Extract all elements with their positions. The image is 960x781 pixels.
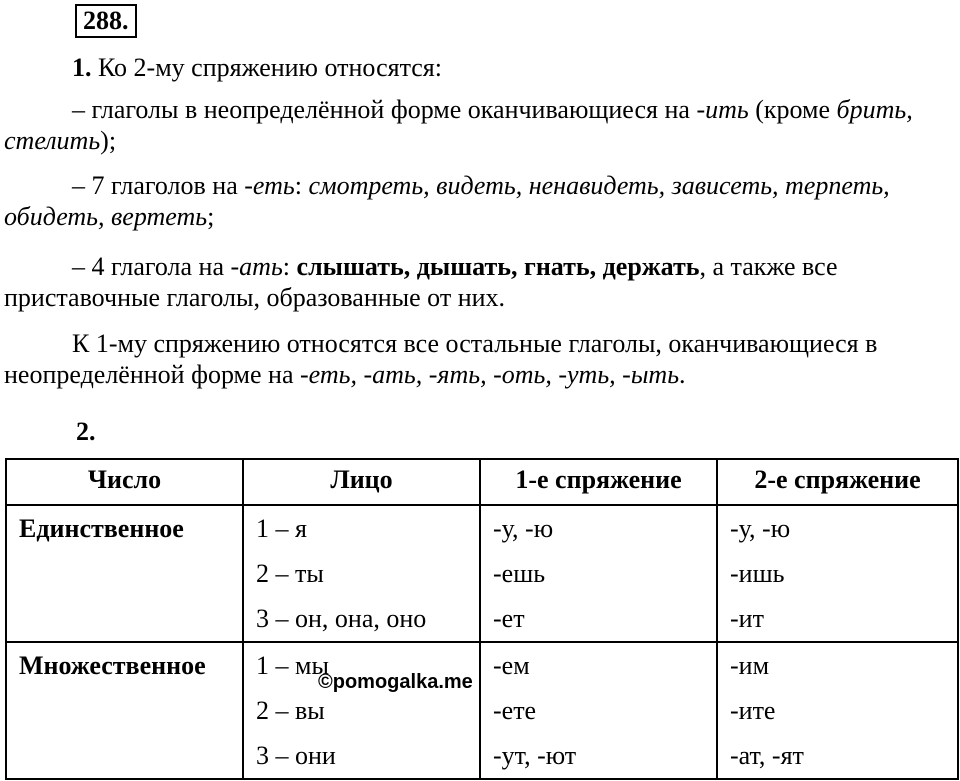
rule-conclusion-endings: -еть, -ать, -ять, -оть, -уть, -ыть bbox=[300, 360, 680, 389]
ending-value: -им bbox=[730, 651, 770, 680]
conj2-cell bbox=[717, 505, 958, 642]
person-cell bbox=[243, 505, 480, 642]
person-cell bbox=[243, 642, 480, 779]
ending-value: -ете bbox=[493, 696, 537, 725]
table-row bbox=[6, 505, 958, 642]
rule-item-2-prefix: – 7 глаголов на bbox=[72, 171, 245, 200]
person-value: 1 – я bbox=[256, 514, 307, 543]
person-value: 3 – он, она, оно bbox=[256, 604, 427, 633]
section1-label: 1. bbox=[72, 53, 92, 82]
rule-item-2-colon: : bbox=[294, 171, 309, 200]
ending-value: -у, -ю bbox=[493, 514, 554, 543]
rule-item-1-end: ); bbox=[100, 126, 117, 155]
header-conj1: 1-е спряжение bbox=[480, 459, 717, 505]
rule-item-1-mid: (кроме bbox=[748, 95, 837, 124]
conjugation-table bbox=[5, 458, 959, 780]
rule-item-1 bbox=[4, 94, 949, 156]
rule-item-3-ending: -ать bbox=[230, 252, 283, 281]
ending-value: -ат, -ят bbox=[730, 741, 804, 770]
rule-item-3 bbox=[4, 251, 949, 313]
header-number: Число bbox=[6, 459, 243, 505]
number-label: Единственное bbox=[19, 514, 184, 543]
rule-item-2-verbs: смотреть, видеть, ненавидеть, зависеть, терпеть, обидеть, вертеть bbox=[4, 171, 890, 231]
rule-conclusion-prefix: К 1-му спряжению относятся все остальные глаголы, оканчивающиеся в неопределённой форме на bbox=[4, 329, 878, 389]
rule-item-3-colon: : bbox=[282, 252, 297, 281]
ending-value: -ут, -ют bbox=[493, 741, 577, 770]
rule-conclusion-end: . bbox=[679, 360, 686, 389]
number-cell bbox=[6, 505, 243, 642]
rule-item-1-ending: -ить bbox=[696, 95, 749, 124]
header-conj2: 2-е спряжение bbox=[717, 459, 958, 505]
rule-item-1-prefix: – глаголы в неопределённой форме оканчивающиеся на bbox=[72, 95, 697, 124]
rule-item-2 bbox=[4, 170, 949, 232]
person-value: 2 – ты bbox=[256, 559, 324, 588]
rule-item-3-verbs: слышать, дышать, гнать, держать bbox=[296, 252, 700, 281]
ending-value: -у, -ю bbox=[730, 514, 791, 543]
ending-value: -ешь bbox=[493, 559, 546, 588]
conj2-cell bbox=[717, 642, 958, 779]
header-person: Лицо bbox=[243, 459, 480, 505]
conj1-cell bbox=[480, 642, 717, 779]
exercise-number: 288. bbox=[75, 4, 137, 38]
table-row bbox=[6, 642, 958, 779]
number-label: Множественное bbox=[19, 651, 206, 680]
rule-item-2-end: ; bbox=[207, 202, 215, 231]
ending-value: -ет bbox=[493, 604, 525, 633]
person-value: 1 – мы bbox=[256, 651, 329, 680]
rule-item-3-prefix: – 4 глагола на bbox=[72, 252, 231, 281]
ending-value: -ишь bbox=[730, 559, 785, 588]
rule-item-2-ending: -еть bbox=[244, 171, 295, 200]
person-value: 3 – они bbox=[256, 741, 336, 770]
ending-value: -ите bbox=[730, 696, 776, 725]
rule-item-1-exceptions: брить, стелить bbox=[4, 95, 913, 155]
ending-value: -ем bbox=[493, 651, 530, 680]
rule-conclusion bbox=[4, 328, 949, 390]
section2-label: 2. bbox=[76, 417, 96, 446]
ending-value: -ит bbox=[730, 604, 764, 633]
table-header-row bbox=[6, 459, 958, 505]
rule-item-3-end: , а также все приставочные глаголы, образованные от них. bbox=[4, 252, 838, 312]
person-value: 2 – вы bbox=[256, 696, 325, 725]
number-cell bbox=[6, 642, 243, 779]
conj1-cell bbox=[480, 505, 717, 642]
watermark: ©pomogalka.me bbox=[318, 671, 473, 693]
section1-intro-text: Ко 2-му спряжению относятся: bbox=[91, 53, 442, 82]
section1-intro bbox=[4, 52, 949, 83]
